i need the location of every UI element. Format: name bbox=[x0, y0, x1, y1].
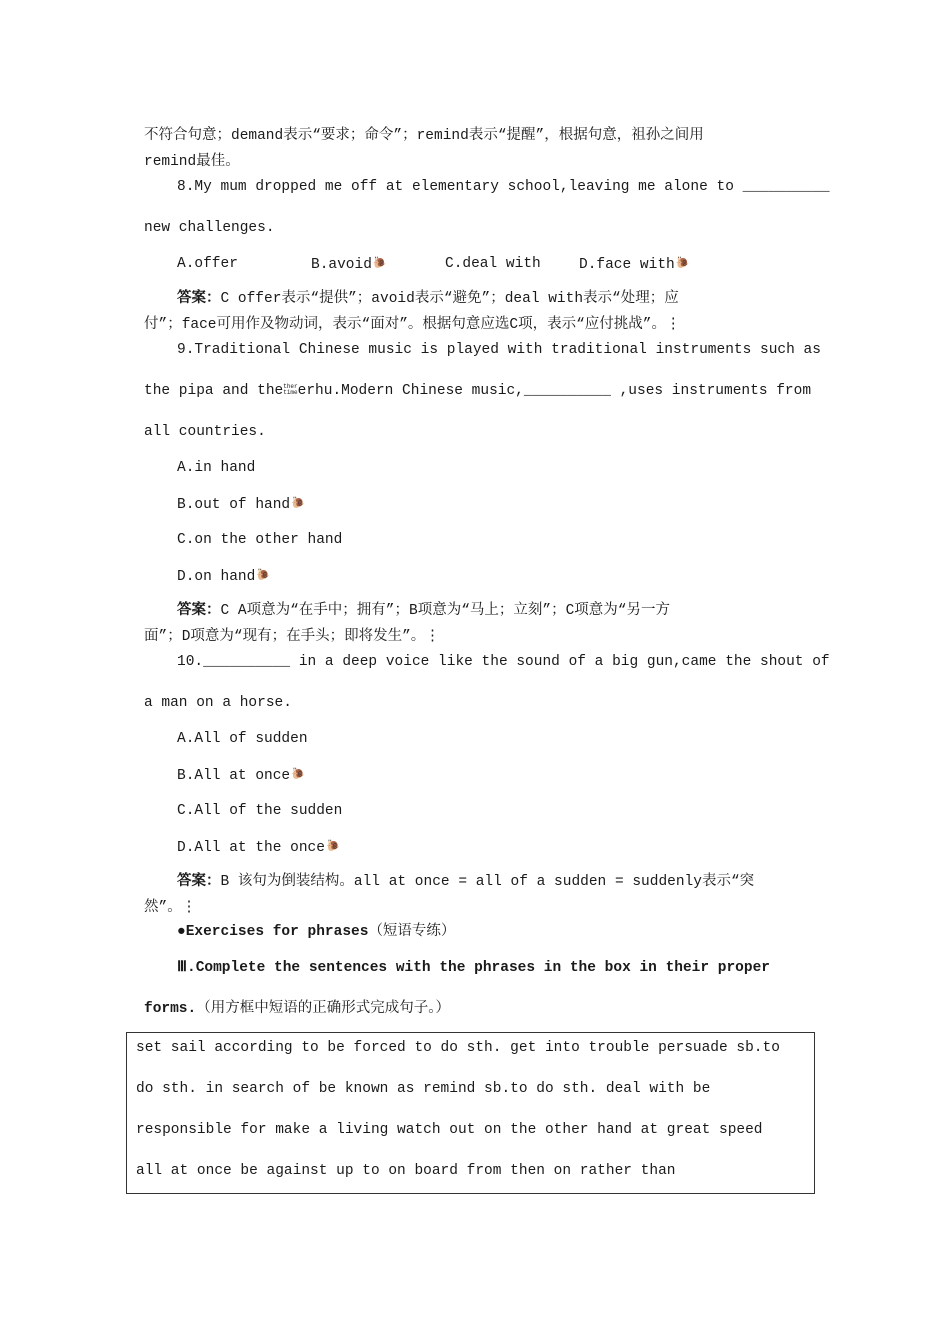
phrase-box-line: all at once be against up to on board from then on rather than bbox=[136, 1163, 676, 1179]
answer-8: 答案：C offer表示“提供”；avoid表示“避免”；deal with表示“处理；应 bbox=[177, 291, 679, 307]
section-heading: ●Exercises for phrases（短语专练） bbox=[177, 924, 456, 940]
phrase-box-line: set sail according to be forced to do sth. get into trouble persuade sb.to bbox=[136, 1040, 780, 1056]
question-8: 8.My mum dropped me off at elementary school,leaving me alone to __________ bbox=[177, 179, 830, 195]
snail-icon: 🐌 bbox=[291, 498, 305, 510]
answer-8-cont: 付”；face可用作及物动词，表示“面对”。根据句意应选C项，表示“应付挑战”。⋮ bbox=[144, 317, 681, 333]
q10-option-b: B.All at once🐌 bbox=[177, 765, 305, 786]
q8-option-d: D.face with🐌 bbox=[579, 254, 689, 275]
question-8-cont: new challenges. bbox=[144, 220, 275, 236]
q9-option-b: B.out of hand🐌 bbox=[177, 494, 305, 515]
q8-option-c: C.deal with bbox=[445, 256, 541, 272]
section-3-instruction-cont: forms.（用方框中短语的正确形式完成句子。） bbox=[144, 1001, 450, 1017]
phrase-box-line: do sth. in search of be known as remind sb.to do sth. deal with be bbox=[136, 1081, 711, 1097]
q9-option-c: C.on the other hand bbox=[177, 532, 343, 548]
q8-option-b: B.avoid🐌 bbox=[311, 254, 387, 275]
snail-icon: 🐌 bbox=[325, 841, 340, 853]
answer-9-cont: 面”；D项意为“现有；在手头；即将发生”。⋮ bbox=[144, 629, 440, 645]
superscript-note: ther time bbox=[283, 383, 298, 397]
text-line: remind最佳。 bbox=[144, 154, 240, 170]
q9-option-a: A.in hand bbox=[177, 460, 256, 476]
answer-10: 答案：B 该句为倒装结构。all at once = all of a sudden = suddenly表示“突 bbox=[177, 874, 755, 890]
text-line: 不符合句意；demand表示“要求；命令”；remind表示“提醒”，根据句意，祖孙之间用 bbox=[144, 128, 704, 144]
q10-option-a: A.All of sudden bbox=[177, 731, 308, 747]
question-10-cont: a man on a horse. bbox=[144, 695, 292, 711]
phrase-box bbox=[126, 1032, 815, 1194]
snail-icon: 🐌 bbox=[291, 769, 305, 781]
snail-icon: 🐌 bbox=[372, 258, 387, 270]
q8-option-a: A.offer bbox=[177, 256, 238, 272]
q10-option-d: D.All at the once🐌 bbox=[177, 837, 340, 858]
q9-option-d: D.on hand🐌 bbox=[177, 566, 270, 587]
answer-10-cont: 然”。⋮ bbox=[144, 900, 197, 916]
section-3-instruction: Ⅲ.Complete the sentences with the phrases in the box in their proper bbox=[177, 960, 770, 976]
question-10: 10.__________ in a deep voice like the sound of a big gun,came the shout of bbox=[177, 654, 830, 670]
phrase-box-line: responsible for make a living watch out on the other hand at great speed bbox=[136, 1122, 763, 1138]
q10-option-c: C.All of the sudden bbox=[177, 803, 343, 819]
question-9-cont2: all countries. bbox=[144, 424, 266, 440]
snail-icon: 🐌 bbox=[675, 258, 690, 270]
question-9: 9.Traditional Chinese music is played with traditional instruments such as bbox=[177, 342, 821, 358]
question-9-cont: the pipa and thether timeerhu.Modern Chinese music,__________ ,uses instruments from bbox=[144, 383, 812, 399]
answer-9: 答案：C A项意为“在手中；拥有”；B项意为“马上；立刻”；C项意为“另一方 bbox=[177, 603, 671, 619]
snail-icon: 🐌 bbox=[256, 570, 271, 582]
